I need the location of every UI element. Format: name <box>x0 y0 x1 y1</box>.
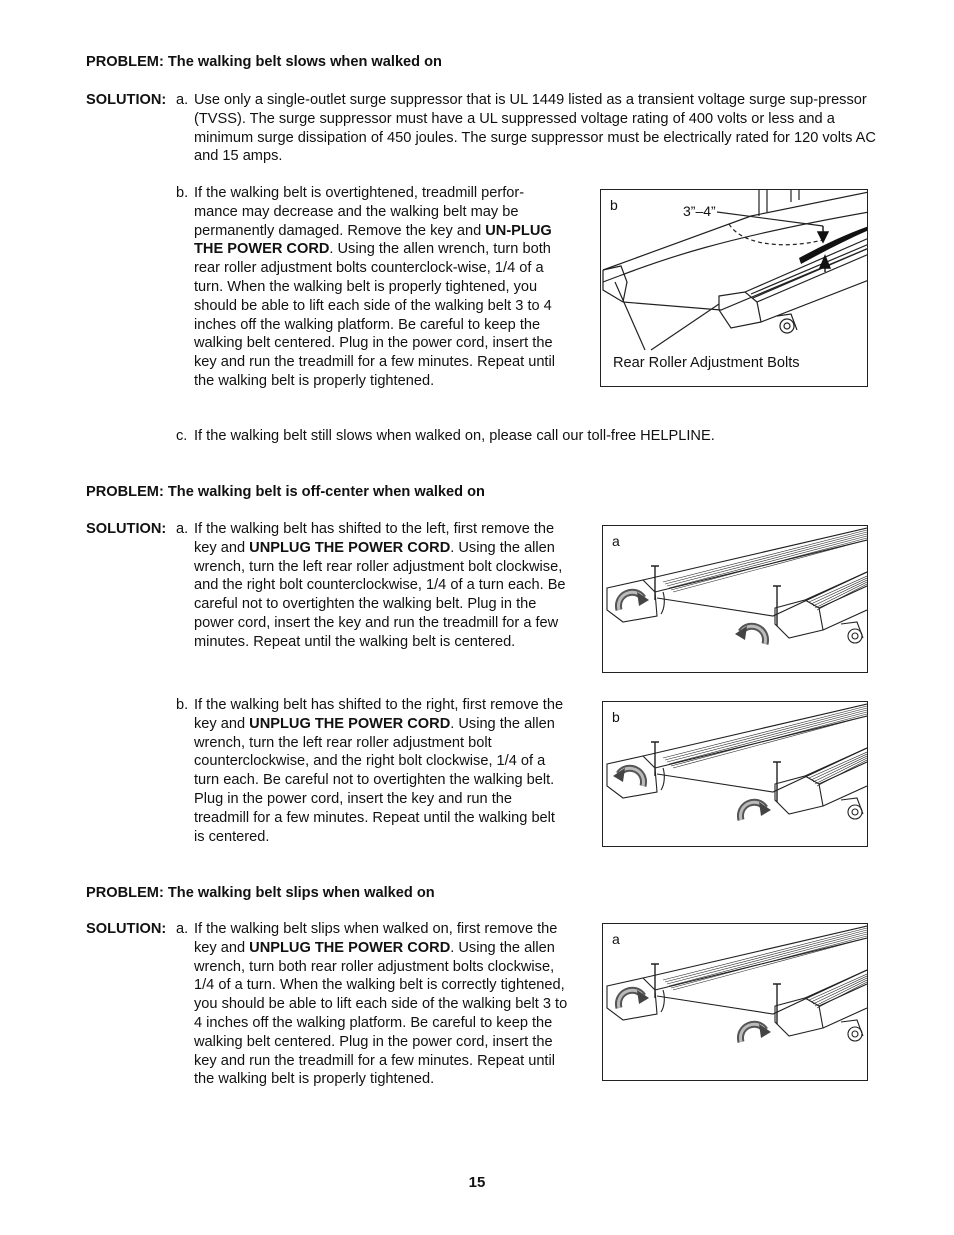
item-letter: b. <box>176 185 189 201</box>
solution-label: SOLUTION: <box>86 92 167 108</box>
solution-item <box>176 184 564 391</box>
item-text: If the walking belt has shifted to the left, first remove the key and UNPLUG THE POWER CORD. Using the allen wrench, turn the left rear roller adjustment bolt clockwise, and the right bolt counterclockwise, 1/4 of a turn each. Be careful not to overtighten the walking belt. Plug in the power cord, insert the key and run the treadmill for a few minutes. Repeat until the walking belt is centered. <box>194 521 566 650</box>
item-letter: a. <box>176 521 189 537</box>
figure-caption: Rear Roller Adjustment Bolts <box>613 355 800 371</box>
figure-belt-tension <box>600 189 868 387</box>
item-letter: b. <box>176 697 189 713</box>
problem-heading-slips: PROBLEM: The walking belt slips when walked on <box>86 885 435 901</box>
rotate-clockwise-icon <box>740 802 771 820</box>
item-text: If the walking belt is overtightened, treadmill perfor-mance may decrease and the walking belt may be permanently damaged. Remove the key and UN-PLUG THE POWER CORD. Using the allen wrench, turn both rear roller adjustment bolts counterclock-wise, 1/4 of a turn. When the walking belt is properly tightened, you should be able to lift each side of the walking belt 3 to 4 inches off the walking platform. Be careful to keep the walking belt centered. Plug in the power cord, insert the key and run the treadmill for a few minutes. Repeat until the walking belt is properly tightened. <box>194 185 555 389</box>
item-letter: a. <box>176 92 189 108</box>
belt-edge-shadow <box>799 226 867 264</box>
item-text: If the walking belt has shifted to the right, first remove the key and UNPLUG THE POWER CORD. Using the allen wrench, turn the left rear roller adjustment bolt counterclockwise, and the right bolt clockwise, 1/4 of a turn each. Be careful not to overtighten the walking belt. Plug in the power cord, insert the key and run the treadmill for a few minutes. Repeat until the walking belt is centered. <box>194 697 564 845</box>
solution-label: SOLUTION: <box>86 521 167 537</box>
item-text: If the walking belt still slows when walked on, please call our toll-free HELPLINE. <box>194 428 715 444</box>
figure-label: a <box>612 533 620 549</box>
problem-heading-off-center: PROBLEM: The walking belt is off-center when walked on <box>86 484 485 500</box>
figure-belt-slips <box>602 923 868 1081</box>
item-letter: c. <box>176 428 188 444</box>
item-text: If the walking belt slips when walked on, first remove the key and UNPLUG THE POWER CORD. Using the allen wrench, turn both rear roller adjustment bolts clockwise, 1/4 of a turn. When the walking belt is correctly tightened, you should be able to lift each side of the walking belt 3 to 4 inches off the walking platform. Be careful to keep the walking belt centered. Plug in the power cord, insert the key and run the treadmill for a few minutes. Repeat until the walking belt is properly tightened. <box>194 921 568 1088</box>
figure-shift-right <box>602 701 868 847</box>
solution-label: SOLUTION: <box>86 921 167 937</box>
figure-label: a <box>612 931 620 947</box>
treadmill-rear-illustration <box>603 702 867 846</box>
figure-label: b <box>612 709 620 725</box>
treadmill-rear-illustration <box>603 924 867 1080</box>
figure-label: b <box>610 197 618 213</box>
solution-item <box>176 920 570 1089</box>
solution-item <box>176 91 876 166</box>
treadmill-rear-illustration <box>603 526 867 672</box>
problem-heading-slows: PROBLEM: The walking belt slows when walked on <box>86 54 442 70</box>
item-text: Use only a single-outlet surge suppressor that is UL 1449 listed as a transient voltage surge sup-pressor (TVSS). The surge suppressor must have a UL suppressed voltage rating of 400 volts or less and a minimum surge dissipation of 450 joules. The surge suppressor must be electrically rated for 120 volts AC and 15 amps. <box>194 92 876 165</box>
item-letter: a. <box>176 921 189 937</box>
rotate-counterclockwise-icon <box>735 626 766 644</box>
solution-item <box>176 427 876 446</box>
rotate-clockwise-icon <box>740 1024 771 1042</box>
figure-shift-left <box>602 525 868 673</box>
page-number: 15 <box>468 1174 486 1191</box>
solution-item <box>176 696 566 846</box>
rotate-clockwise-icon <box>618 990 649 1008</box>
solution-item <box>176 520 566 652</box>
rotate-clockwise-icon <box>618 592 649 610</box>
rotate-counterclockwise-icon <box>613 768 644 786</box>
measurement-label: 3”–4” <box>683 203 716 219</box>
